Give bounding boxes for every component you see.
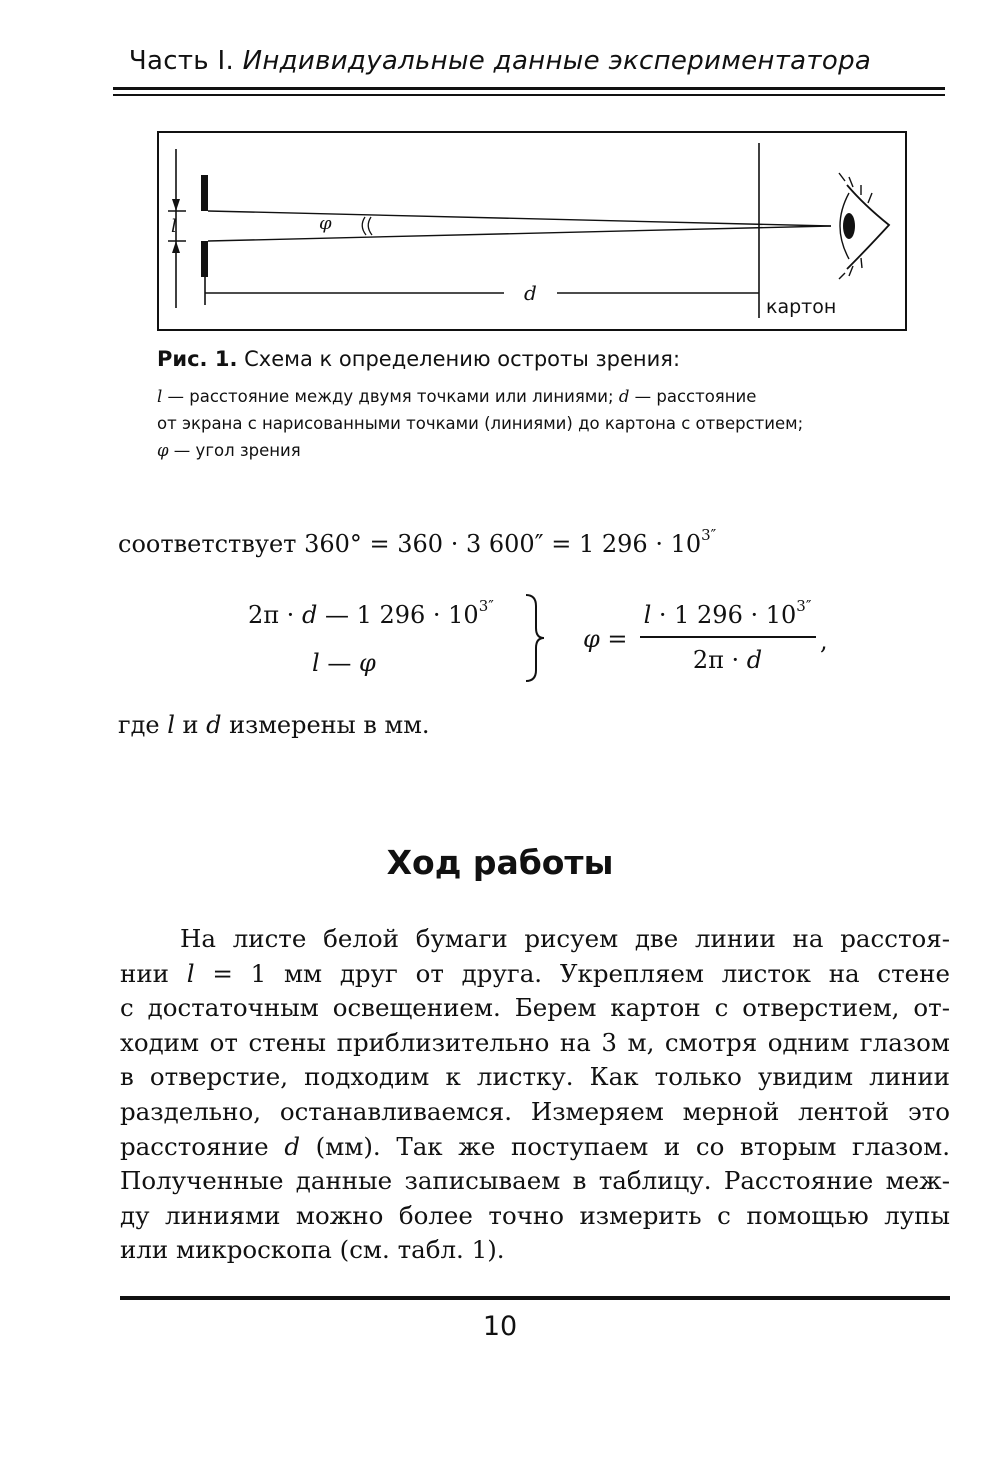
frac-num-l: l <box>643 601 652 629</box>
where-d: d <box>206 711 222 739</box>
arrow-up-icon <box>172 241 180 253</box>
prop-2phi: φ <box>358 649 376 677</box>
label-phi: φ <box>319 213 332 234</box>
figure-diagram <box>157 131 907 331</box>
para-l2-a: нии <box>120 958 187 988</box>
fraction-numerator <box>640 598 815 633</box>
where-a: где <box>118 711 168 739</box>
prop-1b: — 1 296 · 10 <box>317 601 479 629</box>
para-l7-d: d <box>284 1131 301 1161</box>
angle-arc-1 <box>362 217 366 235</box>
header-rule-thin <box>113 94 945 96</box>
corresponds-math: 360° = 360 · 3 600″ = 1 296 · 10 <box>304 530 702 558</box>
caption-line-1 <box>157 383 917 410</box>
caption-title-line <box>157 347 917 371</box>
ray-top <box>208 211 831 226</box>
label-carton: картон <box>766 296 837 318</box>
caption-number: Рис. 1. <box>157 347 238 371</box>
header-rule-thick <box>113 87 945 90</box>
paragraph-line: На листе белой бумаги рисуем две линии на расстоя- <box>180 924 950 953</box>
caption-title: Схема к определению остроты зрения: <box>244 347 681 371</box>
arrow-down-icon <box>172 199 180 211</box>
para-l2-b: = 1 мм друг от друга. Укрепляем листок на стене <box>194 958 950 988</box>
result-phi: φ = <box>583 625 628 653</box>
caption-symbol-phi: φ <box>157 441 169 460</box>
section-heading: Ход работы <box>386 843 614 882</box>
caption-text-3: — угол зрения <box>168 441 301 460</box>
screen-mark-top <box>201 175 208 211</box>
frac-den-a: 2π · <box>692 646 747 674</box>
where-l: l <box>167 711 175 739</box>
prop-1d: d <box>301 601 318 629</box>
running-header <box>0 46 1000 76</box>
fraction-comma: , <box>820 627 828 655</box>
footer-rule <box>120 1296 950 1300</box>
frac-num-exponent: 3″ <box>796 597 812 615</box>
prop-2l: l <box>312 649 320 677</box>
result-phi-equals <box>583 622 628 657</box>
para-l7-b: (мм). Так же поступаем и со вторым глазом. <box>300 1131 950 1161</box>
procedure-paragraph <box>120 922 950 1268</box>
frac-num-b: · 1 296 · 10 <box>651 601 797 629</box>
right-brace <box>522 592 548 684</box>
paragraph-line: раздельно, останавливаемся. Измеряем мерной лентой это <box>120 1096 950 1126</box>
where-line <box>118 708 430 743</box>
caption-line-2: от экрана с нарисованными точками (линиями) до картона с отверстием; <box>157 414 804 433</box>
fraction-bar <box>640 636 816 638</box>
prop-2b: — <box>319 649 359 677</box>
visual-acuity-schematic <box>159 133 905 329</box>
figure-caption <box>157 347 917 464</box>
corresponds-exponent: 3″ <box>701 526 717 544</box>
angle-arc-2 <box>368 217 372 235</box>
proportion-line-2 <box>312 646 376 681</box>
header-title: Индивидуальные данные экспериментатора <box>242 46 872 76</box>
header-part: Часть I. <box>128 46 235 76</box>
fraction-denominator <box>640 643 815 678</box>
caption-text-1b: — расстояние <box>629 387 757 406</box>
paragraph-line: ду линиями можно более точно измерить с помощью лупы <box>120 1200 950 1230</box>
screen-mark-bottom <box>201 241 208 277</box>
paragraph-line: или микроскопа (см. табл. 1). <box>120 1235 505 1265</box>
caption-line-3 <box>157 437 917 464</box>
corresponds-line <box>118 527 716 562</box>
label-l: l <box>171 216 177 237</box>
caption-text-1a: — расстояние между двумя точками или линиями; <box>162 387 619 406</box>
para-l2-l: l <box>186 958 195 988</box>
paragraph-line: с достаточным освещением. Берем картон с отверстием, от- <box>120 993 950 1023</box>
proportion-line-1 <box>248 598 494 633</box>
paragraph-line: Полученные данные записываем в таблицу. Расстояние меж- <box>120 1166 950 1196</box>
label-d: d <box>524 281 537 305</box>
ray-bottom <box>208 226 831 241</box>
prop-1a: 2π · <box>248 601 302 629</box>
paragraph-line <box>120 1130 950 1165</box>
paragraph-line <box>120 957 950 992</box>
para-l7-a: расстояние <box>120 1131 285 1161</box>
eye-icon <box>839 173 889 279</box>
caption-symbol-l: l <box>157 387 163 406</box>
frac-den-d: d <box>746 646 763 674</box>
where-c: измерены в мм. <box>221 711 430 739</box>
paragraph-line: ходим от стены приблизительно на 3 м, смотря одним глазом <box>120 1027 950 1057</box>
page-number: 10 <box>482 1311 518 1342</box>
caption-symbol-d: d <box>618 387 630 406</box>
prop-1-exponent: 3″ <box>478 597 494 615</box>
corresponds-word: соответствует <box>118 530 305 558</box>
paragraph-line: в отверстие, подходим к листку. Как только увидим линии <box>120 1062 950 1092</box>
where-b: и <box>174 711 207 739</box>
